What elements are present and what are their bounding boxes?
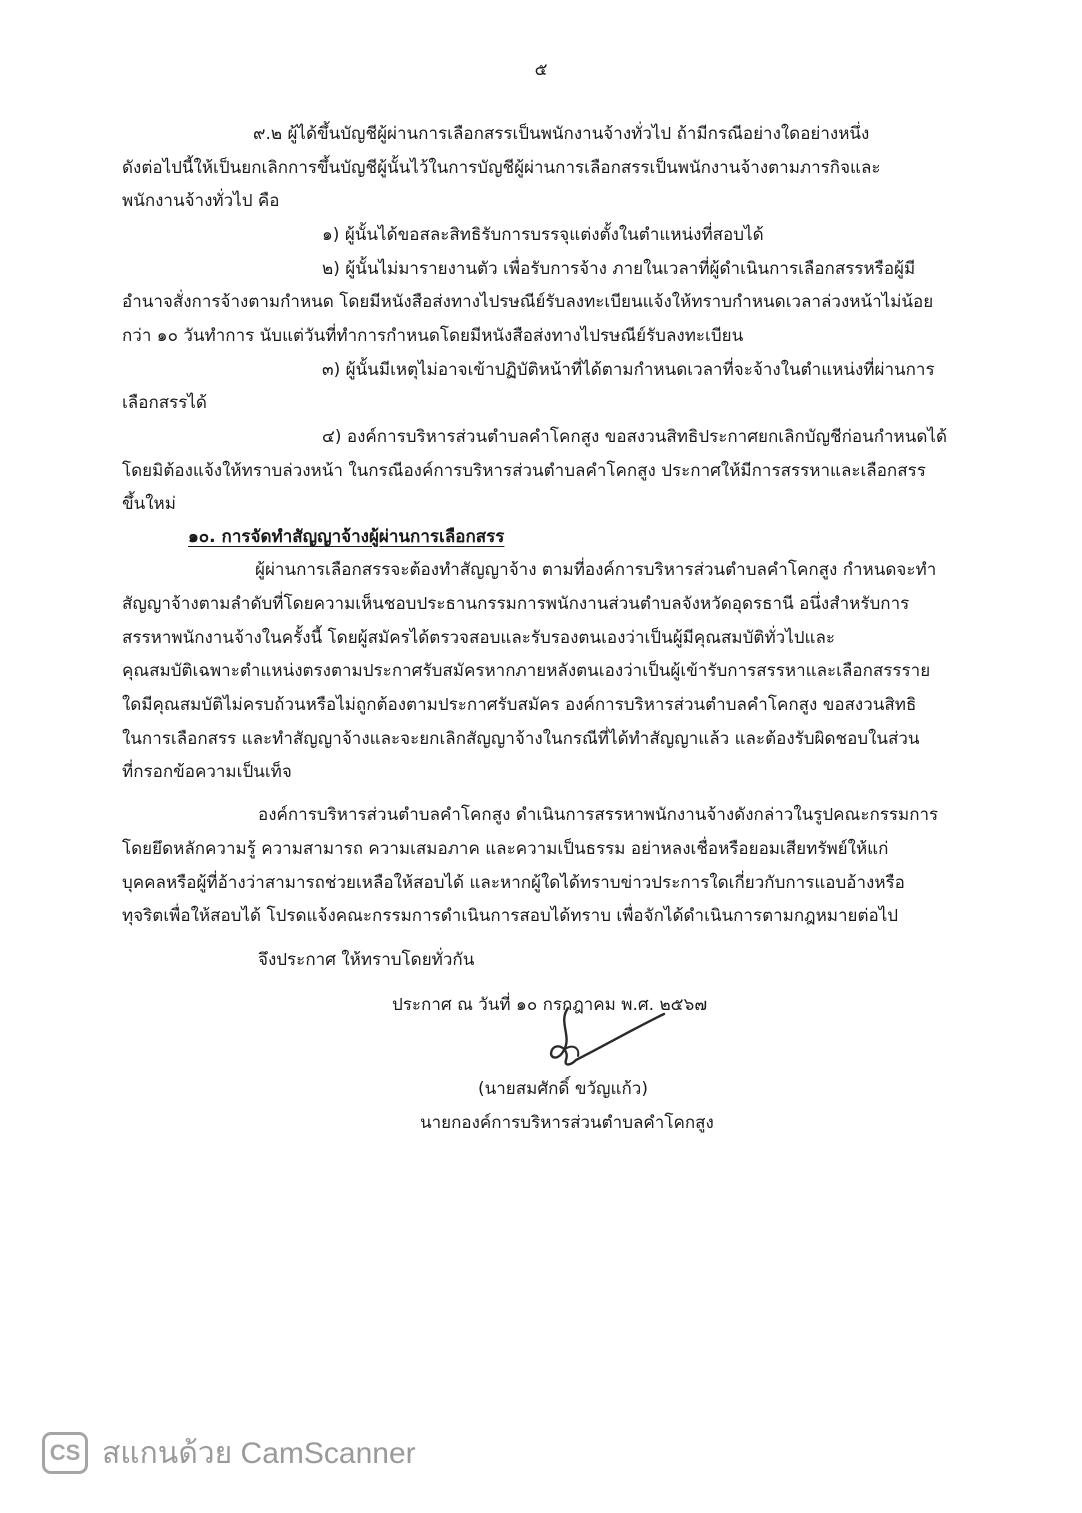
handwritten-signature (540, 1000, 670, 1072)
paragraph-line: ทุจริตเพื่อให้สอบได้ โปรดแจ้งคณะกรรมการดำเนินการสอบได้ทราบ เพื่อจักได้ดำเนินการตามกฎหมายต่อไป (122, 906, 899, 926)
signer-title: นายกองค์การบริหารส่วนตำบลคำโคกสูง (420, 1113, 714, 1133)
paragraph-line: ใดมีคุณสมบัติไม่ครบถ้วนหรือไม่ถูกต้องตามประกาศรับสมัคร องค์การบริหารส่วนตำบลคำโคกสูง ขอสงวนสิทธิ (122, 695, 917, 715)
paragraph-line: โดยมิต้องแจ้งให้ทราบล่วงหน้า ในกรณีองค์การบริหารส่วนตำบลคำโคกสูง ประกาศให้มีการสรรหาและเลือกสรร (122, 461, 926, 481)
paragraph-line: โดยยึดหลักความรู้ ความสามารถ ความเสมอภาค และความเป็นธรรม อย่าหลงเชื่อหรือยอมเสียทรัพย์ให้แก่ (122, 839, 889, 859)
section-heading: ๑๐. การจัดทำสัญญาจ้างผู้ผ่านการเลือกสรร (188, 527, 505, 547)
list-item: ๑) ผู้นั้นได้ขอสละสิทธิรับการบรรจุแต่งตั้งในตำแหน่งที่สอบได้ (322, 225, 764, 245)
paragraph-line: ที่กรอกข้อความเป็นเท็จ (122, 762, 292, 782)
announcement-date: ประกาศ ณ วันที่ ๑๐ กรกฎาคม พ.ศ. ๒๕๖๗ (392, 995, 708, 1015)
paragraph-line: ๙.๒ ผู้ได้ขึ้นบัญชีผู้ผ่านการเลือกสรรเป็นพนักงานจ้างทั่วไป ถ้ามีกรณีอย่างใดอย่างหนึ่ง (253, 124, 870, 144)
closing-line: จึงประกาศ ให้ทราบโดยทั่วกัน (258, 950, 475, 970)
camscanner-logo-icon: CS (42, 1432, 88, 1474)
signer-name: (นายสมศักดิ์ ขวัญแก้ว) (478, 1079, 648, 1099)
paragraph-line: คุณสมบัติเฉพาะตำแหน่งตรงตามประกาศรับสมัครหากภายหลังตนเองว่าเป็นผู้เข้ารับการสรรหาและเลือกสรรราย (122, 661, 931, 681)
list-item: ๒) ผู้นั้นไม่มารายงานตัว เพื่อรับการจ้าง ภายในเวลาที่ผู้ดำเนินการเลือกสรรหรือผู้มี (322, 259, 916, 279)
paragraph-line: ผู้ผ่านการเลือกสรรจะต้องทำสัญญาจ้าง ตามที่องค์การบริหารส่วนตำบลคำโคกสูง กำหนดจะทำ (255, 560, 937, 580)
list-item: ๓) ผู้นั้นมีเหตุไม่อาจเข้าปฏิบัติหน้าที่ได้ตามกำหนดเวลาที่จะจ้างในตำแหน่งที่ผ่านการ (322, 360, 935, 380)
paragraph-line: บุคคลหรือผู้ที่อ้างว่าสามารถช่วยเหลือให้สอบได้ และหากผู้ใดได้ทราบข่าวประการใดเกี่ยวกับการแอบอ้างหรือ (122, 873, 905, 893)
page-number: ๕ (534, 60, 548, 80)
paragraph-line: กว่า ๑๐ วันทำการ นับแต่วันที่ทำการกำหนดโดยมีหนังสือส่งทางไปรษณีย์รับลงทะเบียน (122, 326, 744, 346)
paragraph-line: อำนาจสั่งการจ้างตามกำหนด โดยมีหนังสือส่งทางไปรษณีย์รับลงทะเบียนแจ้งให้ทราบกำหนดเวลาล่วงหน้าไม่น้อย (122, 292, 934, 312)
paragraph-line: ดังต่อไปนี้ให้เป็นยกเลิกการขึ้นบัญชีผู้นั้นไว้ในการบัญชีผู้ผ่านการเลือกสรรเป็นพนักงานจ้างตามภารกิจและ (122, 158, 881, 178)
paragraph-line: ขึ้นใหม่ (122, 494, 176, 514)
camscanner-watermark (42, 1428, 416, 1478)
list-item: ๔) องค์การบริหารส่วนตำบลคำโคกสูง ขอสงวนสิทธิประกาศยกเลิกบัญชีก่อนกำหนดได้ (322, 427, 948, 447)
paragraph-line: สรรหาพนักงานจ้างในครั้งนี้ โดยผู้สมัครได้ตรวจสอบและรับรองตนเองว่าเป็นผู้มีคุณสมบัติทั่วไปและ (122, 628, 836, 648)
paragraph-line: องค์การบริหารส่วนตำบลคำโคกสูง ดำเนินการสรรหาพนักงานจ้างดังกล่าวในรูปคณะกรรมการ (258, 805, 939, 825)
paragraph-line: พนักงานจ้างทั่วไป คือ (122, 191, 280, 211)
paragraph-line: ในการเลือกสรร และทำสัญญาจ้างและจะยกเลิกสัญญาจ้างในกรณีที่ได้ทำสัญญาแล้ว และต้องรับผิดชอบในส่วน (122, 729, 920, 749)
paragraph-line: เลือกสรรได้ (122, 393, 207, 413)
paragraph-line: สัญญาจ้างตามลำดับที่โดยความเห็นชอบประธานกรรมการพนักงานส่วนตำบลจังหวัดอุดรธานี อนึ่งสำหรับการ (122, 594, 910, 614)
watermark-text: สแกนด้วย CamScanner (102, 1436, 416, 1470)
